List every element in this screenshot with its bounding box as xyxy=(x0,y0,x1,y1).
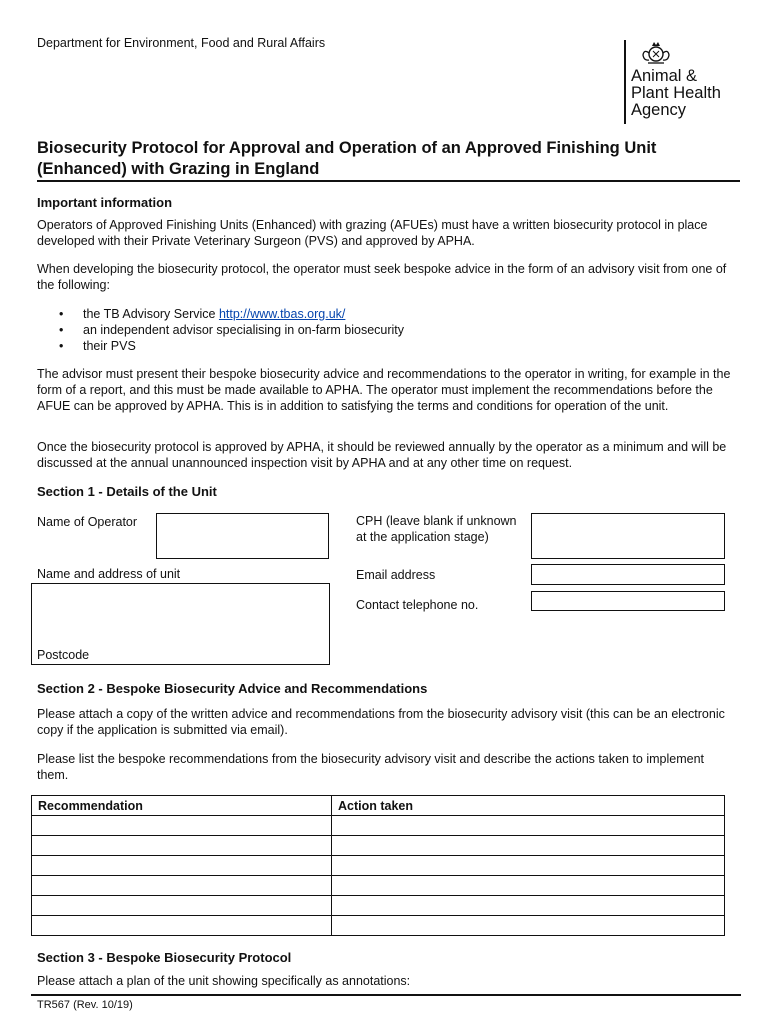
agency-line-1: Animal & xyxy=(631,67,698,85)
important-para-2: When developing the biosecurity protocol, the operator must seek bespoke advice in the form of an advisory visit from one of the following: xyxy=(37,262,727,292)
postcode-label: Postcode xyxy=(37,648,90,662)
unit-label: Name and address of unit xyxy=(37,567,181,581)
phone-field[interactable] xyxy=(531,591,725,611)
section-3-heading: Section 3 - Bespoke Biosecurity Protocol xyxy=(37,950,292,965)
important-para-3: The advisor must present their bespoke biosecurity advice and recommendations to the operator in writing, for example in the form of a report, and this must be made available to APHA. The operator must implement the recommendations before the AFUE can be approved by APHA. This is in addition to satisfying the terms and conditions for operation of the unit. xyxy=(37,367,731,413)
tbas-link[interactable]: http://www.tbas.org.uk/ xyxy=(218,307,346,321)
list-item: • an independent advisor specialising in on-farm biosecurity xyxy=(37,322,737,338)
table-row xyxy=(32,836,725,856)
table-row xyxy=(32,876,725,896)
list-item xyxy=(37,306,737,322)
recommendation-cell[interactable] xyxy=(32,916,332,936)
section-2-para-1: Please attach a copy of the written advice and recommendations from the biosecurity advisory visit (this can be an electronic copy if the application is submitted via email). xyxy=(37,707,725,737)
department-name: Department for Environment, Food and Rural Affairs xyxy=(37,36,326,50)
important-heading: Important information xyxy=(37,195,173,210)
bullet-1-text: the TB Advisory Service xyxy=(83,307,219,321)
form-reference: TR567 (Rev. 10/19) xyxy=(37,999,133,1011)
recommendation-header: Recommendation xyxy=(32,796,332,816)
section-3-para-1: Please attach a plan of the unit showing specifically as annotations: xyxy=(37,974,411,988)
logo-divider xyxy=(624,40,626,124)
recommendations-table xyxy=(31,795,725,936)
phone-label: Contact telephone no. xyxy=(356,598,479,612)
action-cell[interactable] xyxy=(332,816,725,836)
recommendation-cell[interactable] xyxy=(32,856,332,876)
page-title: Biosecurity Protocol for Approval and Operation of an Approved Finishing Unit (Enhanced) with Grazing in England xyxy=(37,139,657,178)
recommendation-cell[interactable] xyxy=(32,836,332,856)
table-row xyxy=(32,856,725,876)
table-row xyxy=(32,896,725,916)
table-row xyxy=(32,816,725,836)
action-cell[interactable] xyxy=(332,876,725,896)
recommendation-cell[interactable] xyxy=(32,896,332,916)
section-1-heading: Section 1 - Details of the Unit xyxy=(37,484,217,499)
agency-line-3: Agency xyxy=(631,101,687,119)
royal-crest-icon xyxy=(640,40,672,66)
important-para-1: Operators of Approved Finishing Units (Enhanced) with grazing (AFUEs) must have a written biosecurity protocol in place developed with their Private Veterinary Surgeon (PVS) and approved by APHA. xyxy=(37,218,708,248)
title-rule xyxy=(37,180,740,182)
footer-rule xyxy=(31,994,741,996)
important-para-4: Once the biosecurity protocol is approved by APHA, it should be reviewed annually by the operator as a minimum and will be discussed at the annual unannounced inspection visit by APHA and at any other time on request. xyxy=(37,440,727,470)
email-label: Email address xyxy=(356,568,436,582)
advisor-list xyxy=(37,306,737,354)
table-header-row xyxy=(32,796,725,816)
table-row xyxy=(32,916,725,936)
section-2-heading: Section 2 - Bespoke Biosecurity Advice and Recommendations xyxy=(37,681,428,696)
recommendation-cell[interactable] xyxy=(32,876,332,896)
action-taken-header: Action taken xyxy=(332,796,725,816)
recommendation-cell[interactable] xyxy=(32,816,332,836)
action-cell[interactable] xyxy=(332,856,725,876)
operator-name-field[interactable] xyxy=(156,513,329,559)
cph-field[interactable] xyxy=(531,513,725,559)
list-item: • their PVS xyxy=(37,338,737,354)
agency-logo-text xyxy=(631,68,721,119)
cph-label: CPH (leave blank if unknown at the application stage) xyxy=(356,514,517,544)
section-2-para-2: Please list the bespoke recommendations from the biosecurity advisory visit and describe the actions taken to implement them. xyxy=(37,752,704,782)
agency-line-2: Plant Health xyxy=(631,84,721,102)
action-cell[interactable] xyxy=(332,896,725,916)
action-cell[interactable] xyxy=(332,836,725,856)
action-cell[interactable] xyxy=(332,916,725,936)
email-field[interactable] xyxy=(531,564,725,585)
operator-label: Name of Operator xyxy=(37,515,138,529)
